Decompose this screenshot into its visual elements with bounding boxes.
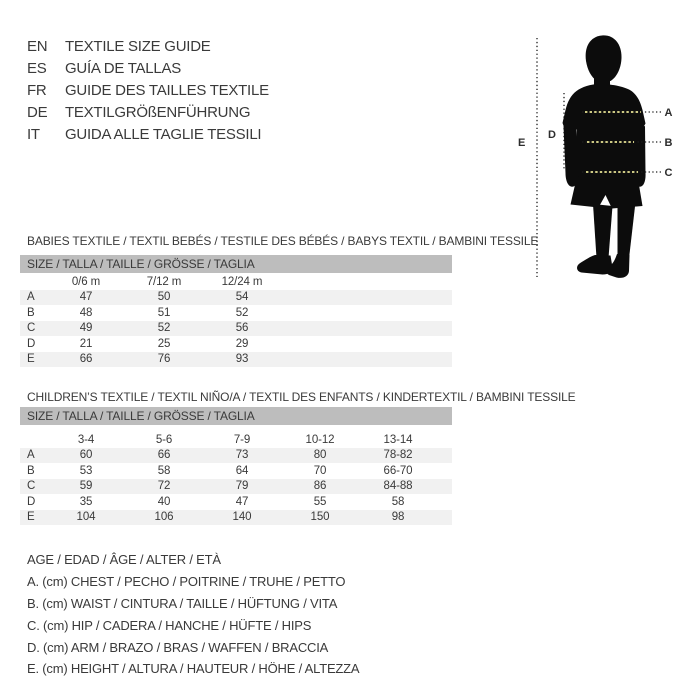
cell: 98: [391, 511, 405, 524]
cell: 51: [157, 306, 171, 319]
cell: 79: [235, 480, 249, 493]
row-label: E: [27, 353, 35, 366]
cell: 76: [157, 353, 171, 366]
cell: 66: [79, 353, 93, 366]
children-size-header-text: SIZE / TALLA / TAILLE / GRÖSSE / TAGLIA: [27, 409, 255, 423]
legend-chest-line: A. (cm) CHEST / PECHO / POITRINE / TRUHE / PETTO: [27, 574, 346, 590]
cell: 35: [79, 495, 93, 508]
language-title: TEXTILE SIZE GUIDE: [65, 38, 211, 55]
cell: 56: [235, 322, 249, 335]
measure-label-e: E: [518, 137, 526, 149]
cell: 53: [79, 464, 93, 477]
column-header: 5-6: [155, 433, 173, 446]
cell: 66-70: [383, 464, 413, 477]
row-label: D: [27, 337, 36, 350]
legend-waist-line: B. (cm) WAIST / CINTURA / TAILLE / HÜFTUNG / VITA: [27, 595, 338, 611]
cell: 60: [79, 449, 93, 462]
column-header: 3-4: [77, 433, 95, 446]
cell: 106: [154, 511, 174, 524]
cell: 150: [310, 511, 330, 524]
row-label: E: [27, 511, 35, 524]
cell: 50: [157, 291, 171, 304]
language-title: GUIDE DES TAILLES TEXTILE: [65, 82, 269, 99]
language-code: FR: [27, 82, 47, 99]
legend-hip-line: C. (cm) HIP / CADERA / HANCHE / HÜFTE / HIPS: [27, 617, 312, 633]
language-title: GUIDA ALLE TAGLIE TESSILI: [65, 126, 262, 143]
language-row: [27, 80, 269, 102]
cell: 58: [157, 464, 171, 477]
legend-age-line: AGE / EDAD / ÂGE / ALTER / ETÀ: [27, 552, 221, 568]
row-label: A: [27, 449, 35, 462]
language-row: [27, 124, 269, 146]
table-row: [20, 463, 452, 479]
row-label: B: [27, 306, 35, 319]
cell: 52: [157, 322, 171, 335]
language-row: [27, 58, 269, 80]
column-header: 13-14: [383, 433, 413, 446]
table-row: [20, 352, 452, 368]
language-row: [27, 36, 269, 58]
cell: 25: [157, 337, 171, 350]
language-code: EN: [27, 38, 48, 55]
cell: 40: [157, 495, 171, 508]
table-row: [20, 494, 452, 510]
language-code: DE: [27, 104, 48, 121]
language-title: TEXTILGRÖßENFÜHRUNG: [65, 104, 251, 121]
row-label: C: [27, 480, 36, 493]
language-code: ES: [27, 60, 47, 77]
cell: 29: [235, 337, 249, 350]
children-section-heading: CHILDREN’S TEXTILE / TEXTIL NIÑO/A / TEXTIL DES ENFANTS / KINDERTEXTIL / BAMBINI TESSILE: [27, 390, 576, 404]
measurement-legend: [27, 549, 359, 680]
language-row: [27, 102, 269, 124]
cell: 47: [79, 291, 93, 304]
cell: 66: [157, 449, 171, 462]
cell: 104: [76, 511, 96, 524]
cell: 59: [79, 480, 93, 493]
table-row: [20, 321, 452, 337]
cell: 72: [157, 480, 171, 493]
cell: 64: [235, 464, 249, 477]
children-size-table: [20, 432, 452, 525]
language-title-list: [27, 36, 269, 146]
babies-size-header-bar: [20, 255, 452, 273]
column-header: 10-12: [305, 433, 335, 446]
row-label: C: [27, 322, 36, 335]
children-size-header-bar: [20, 407, 452, 425]
legend-height-line: E. (cm) HEIGHT / ALTURA / HAUTEUR / HÖHE / ALTEZZA: [27, 661, 360, 677]
cell: 78-82: [383, 449, 413, 462]
cell: 140: [232, 511, 252, 524]
cell: 54: [235, 291, 249, 304]
cell: 84-88: [383, 480, 413, 493]
cell: 93: [235, 353, 249, 366]
cell: 58: [391, 495, 405, 508]
table-row: [20, 305, 452, 321]
row-label: A: [27, 291, 35, 304]
column-header: 12/24 m: [221, 275, 263, 288]
cell: 80: [313, 449, 327, 462]
legend-arm-line: D. (cm) ARM / BRAZO / BRAS / WAFFEN / BRACCIA: [27, 639, 329, 655]
row-label: D: [27, 495, 36, 508]
boy-silhouette: [563, 35, 646, 278]
cell: 70: [313, 464, 327, 477]
language-code: IT: [27, 126, 40, 143]
column-header: 7/12 m: [146, 275, 182, 288]
table-row: [20, 510, 452, 526]
cell: 73: [235, 449, 249, 462]
cell: 49: [79, 322, 93, 335]
babies-size-table: [20, 274, 452, 367]
cell: 86: [313, 480, 327, 493]
babies-size-header-text: SIZE / TALLA / TAILLE / GRÖSSE / TAGLIA: [27, 257, 255, 271]
cell: 48: [79, 306, 93, 319]
column-header: 0/6 m: [71, 275, 101, 288]
babies-column-header-row: [20, 274, 452, 290]
cell: 21: [79, 337, 93, 350]
cell: 47: [235, 495, 249, 508]
column-header: 7-9: [233, 433, 251, 446]
cell: 52: [235, 306, 249, 319]
table-row: [20, 448, 452, 464]
language-title: GUÍA DE TALLAS: [65, 60, 181, 77]
row-label: B: [27, 464, 35, 477]
measure-label-a: A: [664, 107, 673, 119]
measure-label-b: B: [664, 137, 673, 149]
cell: 55: [313, 495, 327, 508]
measure-label-d: D: [548, 129, 556, 141]
table-row: [20, 479, 452, 495]
measure-label-c: C: [664, 167, 673, 179]
table-row: [20, 290, 452, 306]
children-column-header-row: [20, 432, 452, 448]
table-row: [20, 336, 452, 352]
babies-section-heading: BABIES TEXTILE / TEXTIL BEBÉS / TESTILE DES BÉBÉS / BABYS TEXTIL / BAMBINI TESSILE: [27, 234, 539, 248]
